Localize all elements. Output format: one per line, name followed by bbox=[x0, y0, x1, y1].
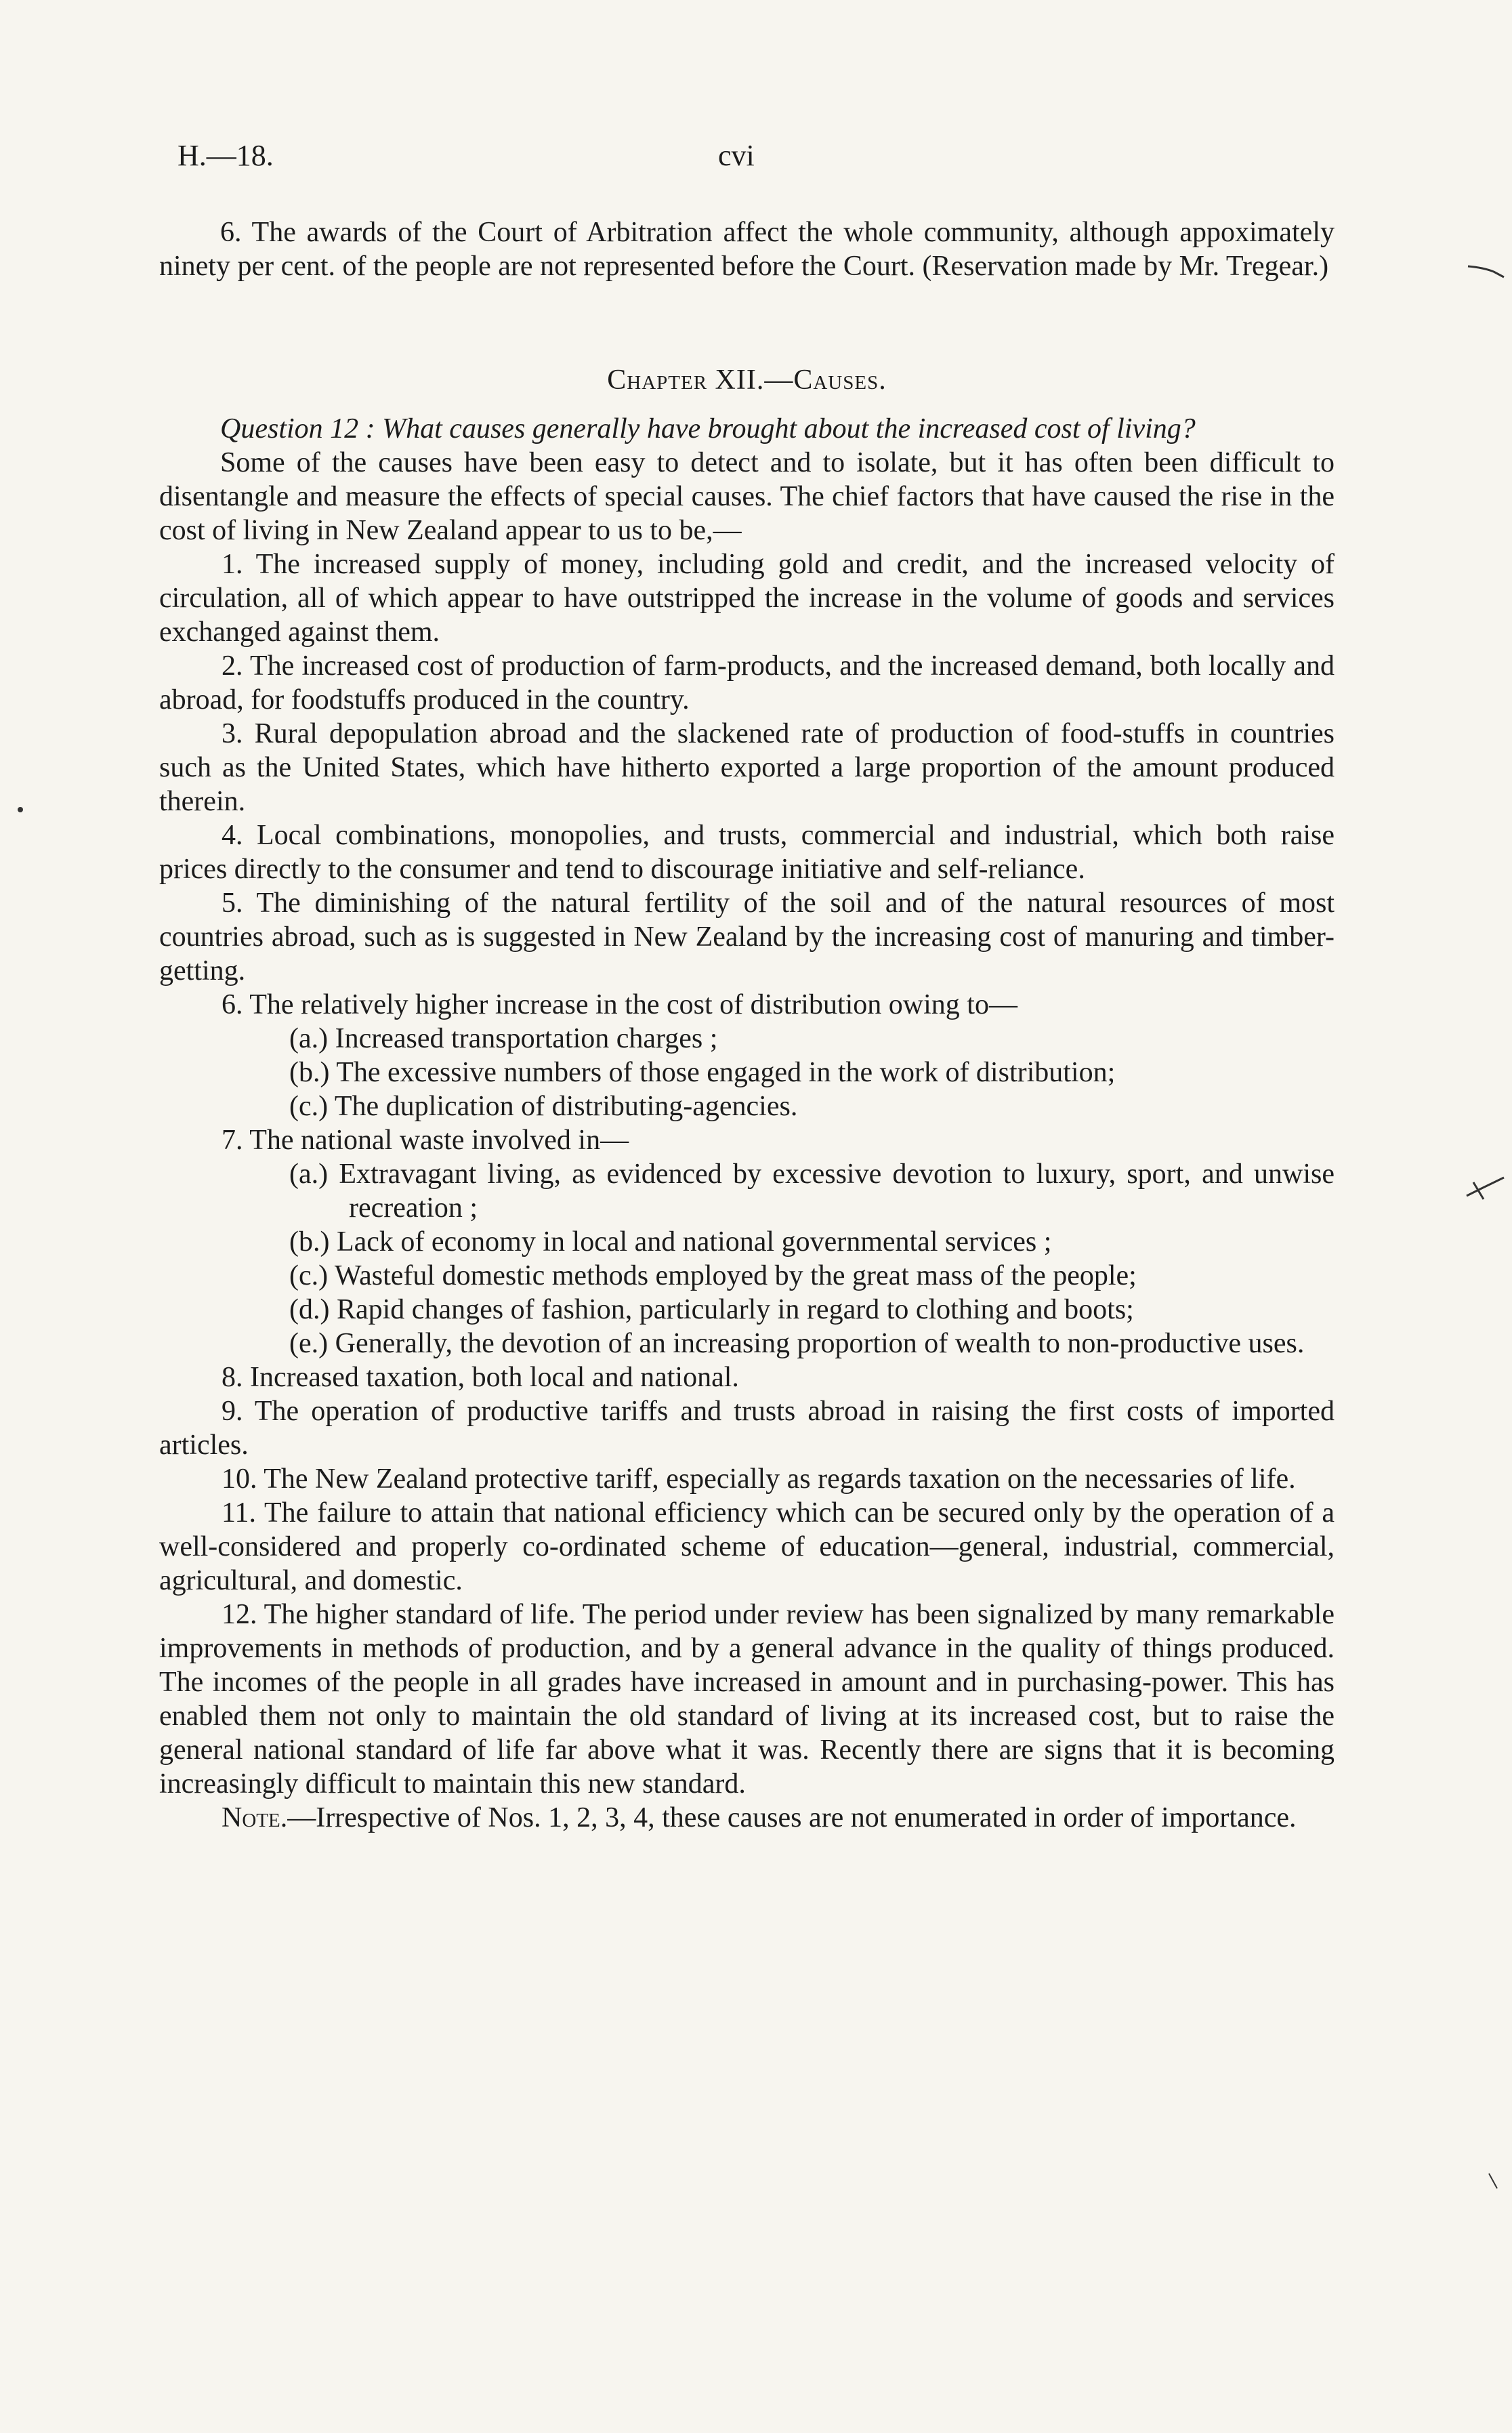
cause-8: 8. Increased taxation, both local and national. bbox=[222, 1362, 739, 1393]
cause-7-item-e: (e.) Generally, the devotion of an increasing proportion of wealth to non-productive uses. bbox=[289, 1328, 1305, 1359]
cause-9: 9. The operation of productive tariffs and trusts abroad in raising the first costs of imported articles. bbox=[159, 1396, 1335, 1461]
cause-7-item-d: (d.) Rapid changes of fashion, particularly in regard to clothing and boots; bbox=[289, 1294, 1134, 1325]
note-paragraph bbox=[159, 1801, 1335, 1835]
cause-5: 5. The diminishing of the natural fertility of the soil and of the natural resources of most countries abroad, such as is suggested in New Zealand by the increasing cost of manuring and timber-getting. bbox=[159, 888, 1335, 986]
cause-7-item-b: (b.) Lack of economy in local and national governmental services ; bbox=[289, 1226, 1052, 1257]
margin-dot bbox=[14, 803, 27, 816]
cause-2: 2. The increased cost of production of farm-products, and the increased demand, both locally and abroad, for foodstuffs produced in the country. bbox=[159, 650, 1335, 715]
cause-1: 1. The increased supply of money, including gold and credit, and the increased velocity of circulation, all of which appear to have outstripped the increase in the volume of goods and services exchanged against them. bbox=[159, 549, 1335, 648]
chapter-title: Chapter XII.—Causes. bbox=[607, 365, 887, 396]
report-code: H.—18. bbox=[177, 139, 274, 172]
cause-7-item-c: (c.) Wasteful domestic methods employed by the great mass of the people; bbox=[289, 1260, 1137, 1291]
cause-6-item-a: (a.) Increased transportation charges ; bbox=[289, 1023, 718, 1054]
question-text: What causes generally have brought about the increased cost of living? bbox=[382, 413, 1196, 444]
margin-tick-mark-bottom bbox=[1487, 2171, 1500, 2192]
cause-10: 10. The New Zealand protective tariff, especially as regards taxation on the necessaries of life. bbox=[222, 1463, 1296, 1495]
page-body bbox=[159, 215, 1335, 1835]
margin-tick-mark-top bbox=[1467, 261, 1507, 281]
margin-check-mark bbox=[1463, 1172, 1511, 1206]
cause-12: 12. The higher standard of life. The period under review has been signalized by many remarkable improvements in methods of production, and by a general advance in the quality of things produced. The incomes of the people in all grades have increased in amount and in purchasing-power. This has enabled them not only to maintain the old standard of living at its increased cost, but to raise the general national standard of life far above what it was. Recently there are signs that it is becoming increasingly difficult to maintain this new standard. bbox=[159, 1599, 1335, 1800]
cause-7-lead: 7. The national waste involved in— bbox=[222, 1125, 629, 1156]
question-label: Question 12 : bbox=[220, 413, 375, 444]
note-text: —Irrespective of Nos. 1, 2, 3, 4, these causes are not enumerated in order of importance. bbox=[287, 1802, 1297, 1833]
cause-3: 3. Rural depopulation abroad and the slackened rate of production of food-stuffs in countries such as the United States, which have hitherto exported a large proportion of the amount produced therein. bbox=[159, 718, 1335, 817]
cause-4: 4. Local combinations, monopolies, and trusts, commercial and industrial, which both raise prices directly to the consumer and tend to discourage initiative and self-reliance. bbox=[159, 820, 1335, 885]
note-label: Note. bbox=[222, 1802, 288, 1833]
intro-paragraph: 6. The awards of the Court of Arbitration affect the whole community, although appoximately ninety per cent. of the people are not represented before the Court. (Reservation made by Mr. Tregear.) bbox=[159, 217, 1335, 282]
question-paragraph bbox=[159, 412, 1335, 446]
page-number: cvi bbox=[718, 139, 755, 172]
opening-paragraph: Some of the causes have been easy to detect and to isolate, but it has often been difficult to disentangle and measure the effects of special causes. The chief factors that have caused the rise in the cost of living in New Zealand appear to us to be,— bbox=[159, 447, 1335, 546]
cause-11: 11. The failure to attain that national efficiency which can be secured only by the operation of a well-considered and properly co-ordinated scheme of education—general, industrial, commercial, agricultural, and domestic. bbox=[159, 1497, 1335, 1596]
cause-6-item-b: (b.) The excessive numbers of those engaged in the work of distribution; bbox=[289, 1057, 1116, 1088]
cause-7-item-a: (a.) Extravagant living, as evidenced by excessive devotion to luxury, sport, and unwise recreation ; bbox=[289, 1159, 1335, 1224]
cause-6-item-c: (c.) The duplication of distributing-agencies. bbox=[289, 1091, 798, 1122]
cause-6-lead: 6. The relatively higher increase in the cost of distribution owing to— bbox=[222, 989, 1017, 1020]
